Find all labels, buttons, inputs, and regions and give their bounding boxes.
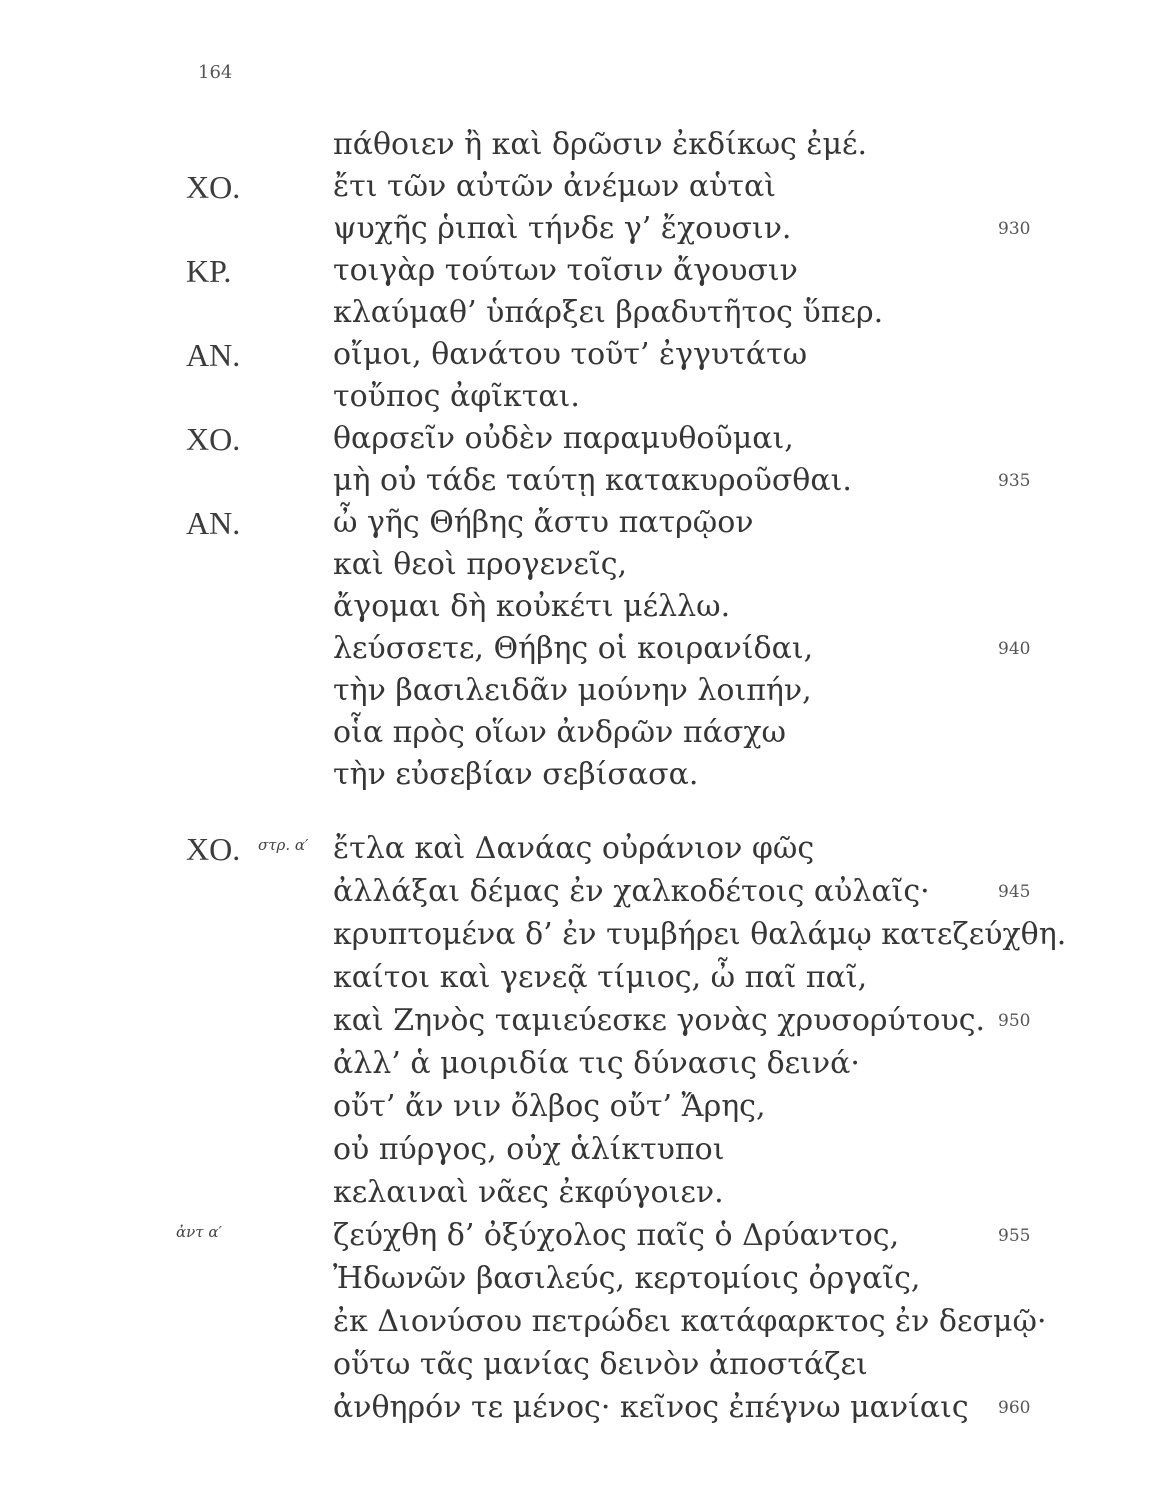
verse-text: ἐκ Διονύσου πετρώδει κατάφαρκτος ἐν δεσμῷ· [333,1304,1047,1339]
speaker-label: ΑΝ. [186,505,241,541]
line-number: 955 [998,1226,1031,1246]
verse-line [0,205,1162,253]
verse-text: πάθοιεν ἢ καὶ δρῶσιν ἐκδίκως ἐμέ. [333,127,868,162]
verse-line [0,667,1162,715]
verse-text: Ἠδωνῶν βασιλεύς, κερτομίοις ὀργαῖς, [333,1261,921,1296]
verse-line [0,751,1162,799]
speaker-label: ΧΟ. [186,169,241,205]
line-number: 935 [998,471,1031,491]
verse-text: κρυπτομένα δ’ ἐν τυμβήρει θαλάμῳ κατεζεύχθη. [333,917,1067,952]
verse-text: ὦ γῆς Θήβης ἄστυ πατρῷον [333,505,754,540]
verse-text: λεύσσετε, Θήβης οἱ κοιρανίδαι, [333,631,814,666]
verse-line [0,541,1162,589]
verse-line [0,911,1162,959]
verse-line [0,1298,1162,1346]
verse-line [0,247,1162,295]
speaker-label: ΑΝ. [186,337,241,373]
verse-text: ζεύχθη δ’ ὀξύχολος παῖς ὁ Δρύαντος, [333,1218,900,1253]
page-number: 164 [198,62,233,83]
verse-line [0,825,1162,873]
verse-text: ψυχῆς ῥιπαὶ τήνδε γ’ ἔχουσιν. [333,211,792,246]
verse-line [0,1384,1162,1432]
verse-text: ἄγομαι δὴ κοὐκέτι μέλλω. [333,589,731,624]
verse-line [0,373,1162,421]
verse-text: τὴν βασιλειδᾶν μούνην λοιπήν, [333,673,812,708]
verse-line [0,709,1162,757]
verse-text: καίτοι καὶ γενεᾷ τίμιος, ὦ παῖ παῖ, [333,960,868,995]
verse-line [0,954,1162,1002]
verse-line [0,997,1162,1045]
verse-text: οἴμοι, θανάτου τοῦτ’ ἐγγυτάτω [333,337,808,372]
verse-line [0,499,1162,547]
verse-line [0,289,1162,337]
verse-text: τοὔπος ἀφῖκται. [333,379,580,414]
verse-text: μὴ οὐ τάδε ταύτῃ κατακυροῦσθαι. [333,463,852,498]
verse-text: ἀνθηρόν τε μένος· κεῖνος ἐπέγνω μανίαις [333,1390,969,1425]
verse-line [0,457,1162,505]
strophe-marker: ἀντ α′ [176,1223,222,1241]
verse-line [0,1169,1162,1217]
verse-text: οἷα πρὸς οἵων ἀνδρῶν πάσχω [333,715,786,750]
verse-line [0,163,1162,211]
verse-text: τὴν εὐσεβίαν σεβίσασα. [333,757,699,792]
verse-text: θαρσεῖν οὐδὲν παραμυθοῦμαι, [333,421,794,456]
verse-text: ἔτι τῶν αὐτῶν ἀνέμων αὑταὶ [333,169,777,204]
verse-text: οὐ πύργος, οὐχ ἁλίκτυποι [333,1132,725,1167]
verse-text: ἀλλ’ ἁ μοιριδία τις δύνασις δεινά· [333,1046,860,1081]
verse-text: κλαύμαθ’ ὑπάρξει βραδυτῆτος ὕπερ. [333,295,884,330]
verse-text: τοιγὰρ τούτων τοῖσιν ἄγουσιν [333,253,798,288]
verse-text: καὶ Ζηνὸς ταμιεύεσκε γονὰς χρυσορύτους. [333,1003,986,1038]
verse-text: ἀλλάξαι δέμας ἐν χαλκοδέτοις αὐλαῖς· [333,874,930,909]
line-number: 930 [998,219,1031,239]
verse-text: ἔτλα καὶ Δανάας οὐράνιον φῶς [333,831,815,866]
verse-line [0,1341,1162,1389]
verse-line [0,1255,1162,1303]
verse-line [0,121,1162,169]
verse-line [0,625,1162,673]
verse-line [0,1040,1162,1088]
line-number: 945 [998,882,1031,902]
verse-line [0,583,1162,631]
verse-line [0,1126,1162,1174]
verse-text: οὔτ’ ἄν νιν ὄλβος οὔτ’ Ἄρης, [333,1089,766,1124]
verse-line [0,1083,1162,1131]
verse-line [0,868,1162,916]
verse-text: καὶ θεοὶ προγενεῖς, [333,547,628,582]
speaker-label: ΚΡ. [186,253,232,289]
line-number: 960 [998,1398,1031,1418]
strophe-marker: στρ. α′ [258,836,309,854]
line-number: 950 [998,1011,1031,1031]
speaker-label: ΧΟ. [186,421,241,457]
speaker-label: ΧΟ. [186,831,241,867]
verse-line [0,415,1162,463]
verse-text: κελαιναὶ νᾶες ἐκφύγοιεν. [333,1175,724,1210]
line-number: 940 [998,639,1031,659]
verse-text: οὕτω τᾶς μανίας δεινὸν ἀποστάζει [333,1347,868,1382]
verse-line [0,1212,1162,1260]
verse-line [0,331,1162,379]
